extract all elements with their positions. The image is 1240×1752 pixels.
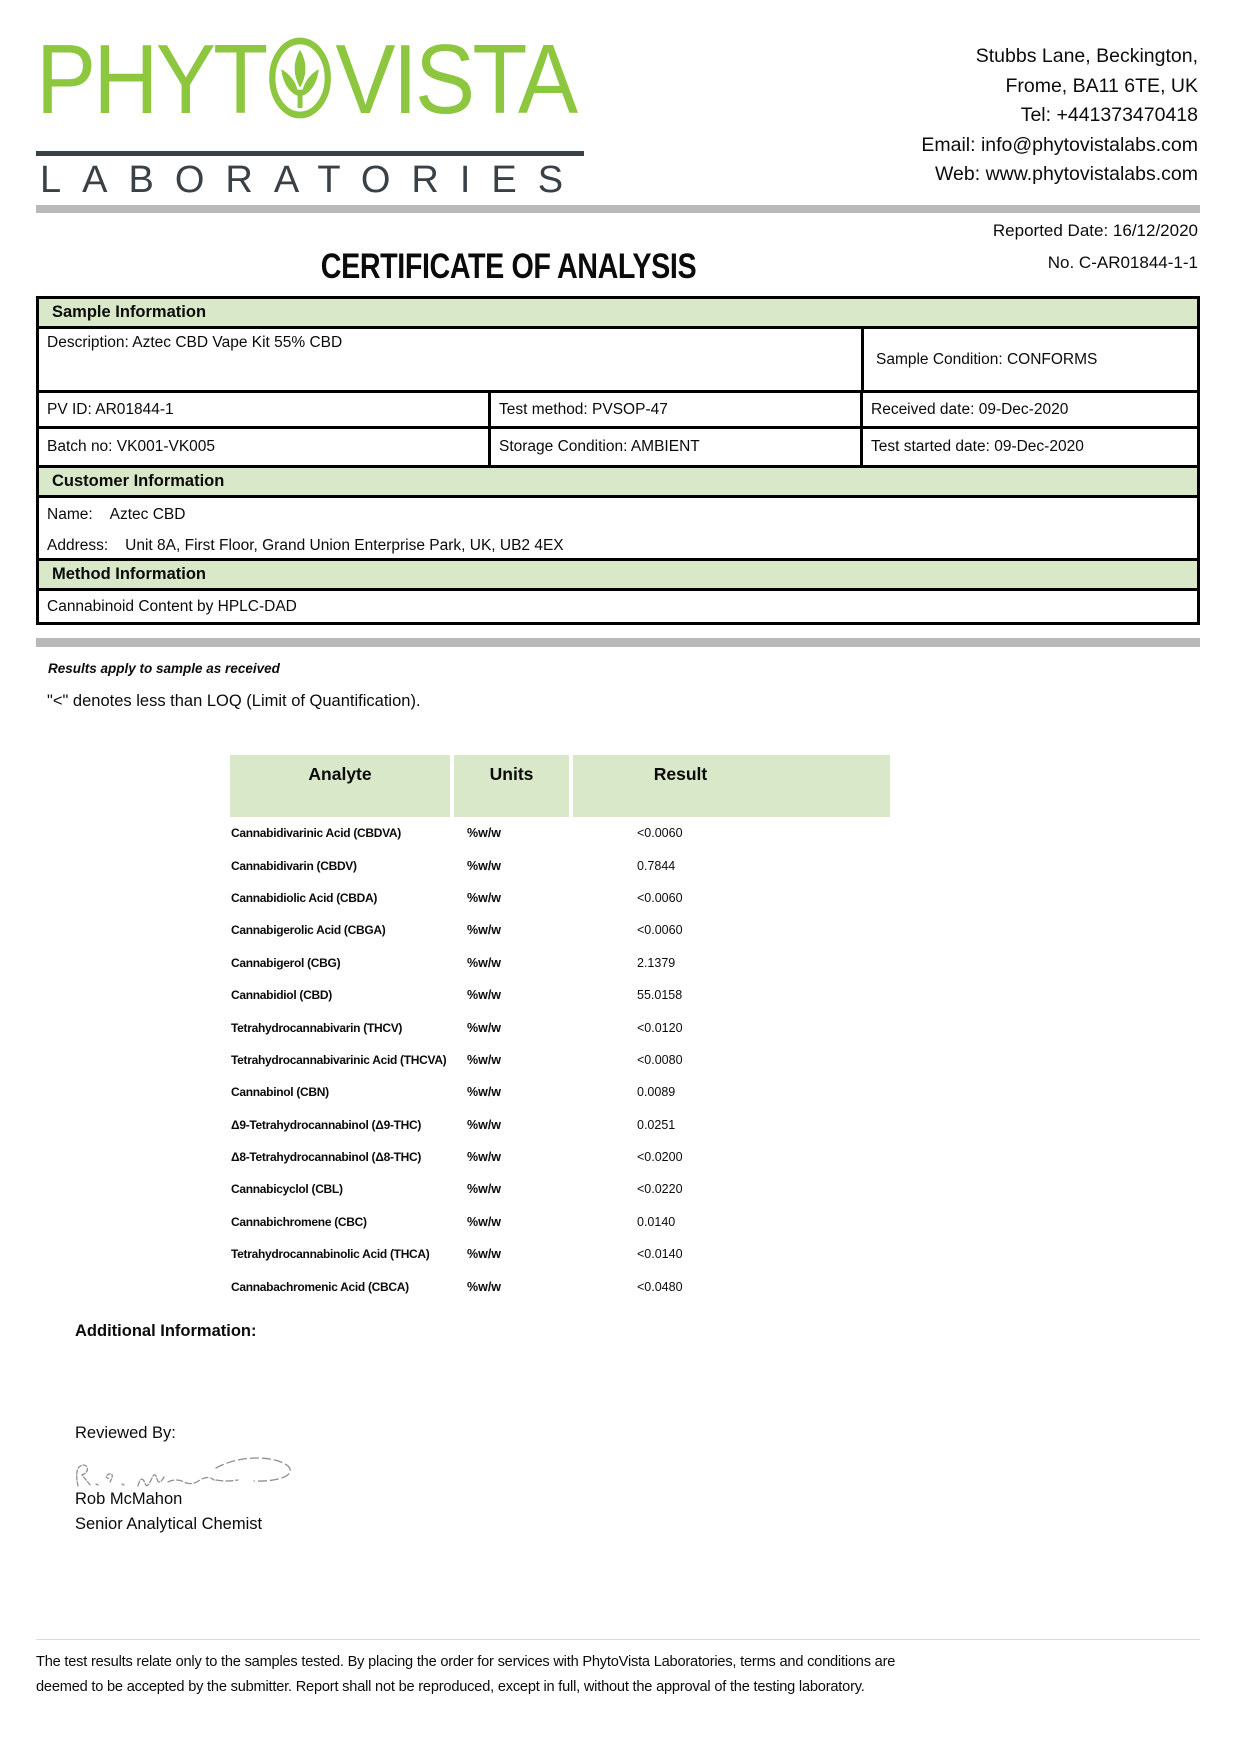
analyte-name: Cannabichromene (CBC): [231, 1214, 367, 1229]
result-value: 55.0158: [637, 988, 683, 1003]
units-value: %w/w: [467, 1279, 502, 1294]
column-header-units: Units: [454, 755, 569, 817]
page-title: CERTIFICATE OF ANALYSIS: [320, 247, 697, 286]
result-value: <0.0200: [637, 1150, 683, 1165]
result-value: <0.0120: [637, 1020, 683, 1035]
phytovista-logo: [36, 24, 576, 134]
lab-contact-block: [921, 42, 1198, 190]
result-value: <0.0060: [637, 890, 683, 905]
table-row: [230, 1011, 890, 1043]
column-header-analyte: Analyte: [230, 755, 450, 817]
units-value: %w/w: [467, 1085, 502, 1100]
analyte-name: Cannabidiol (CBD): [231, 988, 332, 1003]
footer-divider: [36, 1639, 1200, 1640]
units-value: %w/w: [467, 890, 502, 905]
analyte-name: Δ9-Tetrahydrocannabinol (Δ9-THC): [231, 1117, 422, 1132]
units-value: %w/w: [467, 1150, 502, 1165]
result-value: <0.0080: [637, 1052, 683, 1067]
table-row: [230, 1109, 890, 1141]
footer-line-1: The test results relate only to the samples tested. By placing the order for services with PhytoVista Laboratories, terms and conditions are: [36, 1654, 896, 1670]
result-value: 2.1379: [637, 955, 676, 970]
leaf-logo-icon: [267, 37, 333, 119]
analyte-name: Cannabidivarinic Acid (CBDVA): [231, 826, 401, 841]
units-value: %w/w: [467, 923, 502, 938]
results-apply-note: Results apply to sample as received: [48, 661, 280, 676]
customer-information-header: Customer Information: [39, 465, 1197, 498]
reviewer-role: Senior Analytical Chemist: [75, 1515, 263, 1533]
table-row: [230, 947, 890, 979]
table-row: [230, 882, 890, 914]
test-started-date: Test started date: 09-Dec-2020: [871, 438, 1084, 455]
test-method: Test method: PVSOP-47: [491, 393, 863, 426]
additional-information-label: Additional Information:: [75, 1322, 257, 1340]
contact-email: Email: info@phytovistalabs.com: [921, 133, 1198, 156]
customer-details: [39, 498, 1197, 558]
result-value: 0.0089: [637, 1085, 676, 1100]
customer-name-line: [47, 506, 1189, 524]
analyte-name: Cannabigerol (CBG): [231, 955, 341, 970]
contact-web: Web: www.phytovistalabs.com: [935, 163, 1198, 185]
result-value: 0.0251: [637, 1117, 676, 1132]
table-row: [230, 1076, 890, 1108]
description-row: [39, 329, 1197, 393]
results-table: [230, 755, 890, 1303]
result-value: 0.0140: [637, 1214, 676, 1229]
table-row: [230, 849, 890, 881]
method-name: Cannabinoid Content by HPLC-DAD: [47, 597, 297, 615]
analyte-name: Tetrahydrocannabinolic Acid (THCA): [231, 1247, 430, 1262]
logo-text-post: VISTA: [335, 24, 576, 134]
table-row: [230, 1270, 890, 1302]
logo-subtitle: LABORATORIES: [40, 159, 585, 201]
analyte-name: Cannabidiolic Acid (CBDA): [231, 890, 378, 905]
reviewer-name: Rob McMahon: [75, 1490, 183, 1508]
result-value: <0.0060: [637, 826, 683, 841]
footer-line-2: deemed to be accepted by the submitter. Report shall not be reproduced, except in full, without the approval of the testing laboratory.: [36, 1679, 865, 1695]
table-row: [230, 817, 890, 849]
analyte-name: Tetrahydrocannabivarin (THCV): [231, 1020, 403, 1035]
pv-id: PV ID: AR01844-1: [39, 393, 491, 426]
info-table: [36, 296, 1200, 625]
loq-note: "<" denotes less than LOQ (Limit of Quantification).: [47, 692, 421, 710]
reported-date: Reported Date: 16/12/2020: [992, 221, 1198, 240]
table-row: [230, 1206, 890, 1238]
customer-name-value: Aztec CBD: [109, 506, 186, 523]
analyte-name: Cannabachromenic Acid (CBCA): [231, 1279, 409, 1294]
result-value: <0.0140: [637, 1247, 683, 1262]
header-divider: [36, 205, 1200, 213]
certificate-number: No. C-AR01844-1-1: [1047, 253, 1198, 272]
analyte-name: Cannabinol (CBN): [231, 1085, 329, 1100]
customer-name-label: Name:: [47, 506, 93, 523]
method-information-header: Method Information: [39, 558, 1197, 591]
customer-address-label: Address:: [47, 537, 109, 554]
table-row: [230, 1173, 890, 1205]
results-table-header: [230, 755, 890, 817]
analyte-name: Cannabigerolic Acid (CBGA): [231, 923, 386, 938]
table-row: [230, 1141, 890, 1173]
logo-divider: [36, 151, 584, 156]
contact-address-line-2: Frome, BA11 6TE, UK: [1005, 74, 1198, 97]
sample-ids-row: [39, 393, 1197, 429]
sample-description: Description: Aztec CBD Vape Kit 55% CBD: [39, 329, 864, 390]
section-divider: [36, 638, 1200, 647]
sample-information-header: Sample Information: [39, 299, 1197, 329]
units-value: %w/w: [467, 1214, 502, 1229]
reviewed-by-label: Reviewed By:: [75, 1424, 176, 1442]
units-value: %w/w: [467, 1117, 502, 1132]
received-date: Received date: 09-Dec-2020: [871, 400, 1069, 418]
footer-disclaimer: [36, 1650, 1176, 1700]
result-value: <0.0480: [637, 1279, 683, 1294]
contact-phone: Tel: +441373470418: [1020, 104, 1198, 126]
units-value: %w/w: [467, 955, 502, 970]
analyte-name: Cannabidivarin (CBDV): [231, 858, 357, 873]
table-row: [230, 1044, 890, 1076]
analyte-name: Cannabicyclol (CBL): [231, 1182, 343, 1197]
units-value: %w/w: [467, 1182, 502, 1197]
contact-address-line-1: Stubbs Lane, Beckington,: [975, 45, 1198, 67]
units-value: %w/w: [467, 826, 502, 841]
units-value: %w/w: [467, 988, 502, 1003]
units-value: %w/w: [467, 1052, 502, 1067]
batch-no: Batch no: VK001-VK005: [39, 429, 491, 465]
batch-row: [39, 429, 1197, 465]
results-rows: [230, 817, 890, 1303]
table-row: [230, 914, 890, 946]
sample-condition: Sample Condition: CONFORMS: [876, 350, 1098, 368]
result-value: 0.7844: [637, 858, 676, 873]
result-value: <0.0220: [637, 1182, 683, 1197]
table-row: [230, 1238, 890, 1270]
analyte-name: Tetrahydrocannabivarinic Acid (THCVA): [231, 1052, 447, 1067]
table-row: [230, 979, 890, 1011]
units-value: %w/w: [467, 1247, 502, 1262]
customer-address-line: [47, 537, 1189, 555]
customer-address-value: Unit 8A, First Floor, Grand Union Enterprise Park, UK, UB2 4EX: [125, 537, 564, 554]
analyte-name: Δ8-Tetrahydrocannabinol (Δ8-THC): [231, 1150, 422, 1165]
storage-condition: Storage Condition: AMBIENT: [491, 429, 863, 465]
units-value: %w/w: [467, 858, 502, 873]
units-value: %w/w: [467, 1020, 502, 1035]
result-value: <0.0060: [637, 923, 683, 938]
column-header-result: Result: [573, 755, 890, 817]
logo-text-pre: PHYT: [36, 24, 266, 134]
